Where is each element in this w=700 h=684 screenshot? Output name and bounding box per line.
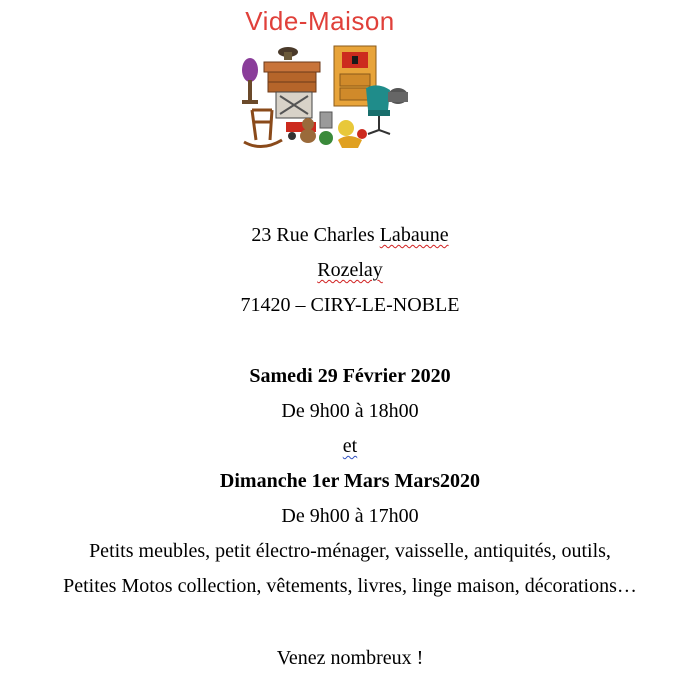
date-sunday: Dimanche 1er Mars Mars2020 — [219, 470, 481, 492]
items-line-1: Petits meubles, petit électro-ménager, vaisselle, antiquités, outils, — [89, 540, 611, 562]
street-name: Labaune — [379, 224, 449, 246]
date-saturday: Samedi 29 Février 2020 — [249, 365, 451, 387]
address-postal-city: 71420 – CIRY-LE-NOBLE — [240, 294, 460, 316]
hours-sunday: De 9h00 à 17h00 — [281, 505, 419, 527]
page-title: Vide-Maison — [245, 6, 395, 36]
connector-word: et — [342, 435, 358, 457]
garage-sale-clipart-icon — [238, 40, 413, 155]
closing-text: Venez nombreux ! — [276, 647, 424, 669]
items-line-2: Petites Motos collection, vêtements, livres, linge maison, décorations… — [63, 575, 637, 597]
connector-text — [0, 434, 700, 458]
locality-text: Rozelay — [317, 259, 383, 281]
address-locality — [0, 258, 700, 282]
hours-saturday: De 9h00 à 18h00 — [281, 400, 419, 422]
street-prefix: 23 Rue Charles — [251, 224, 380, 246]
address-street — [0, 223, 700, 247]
